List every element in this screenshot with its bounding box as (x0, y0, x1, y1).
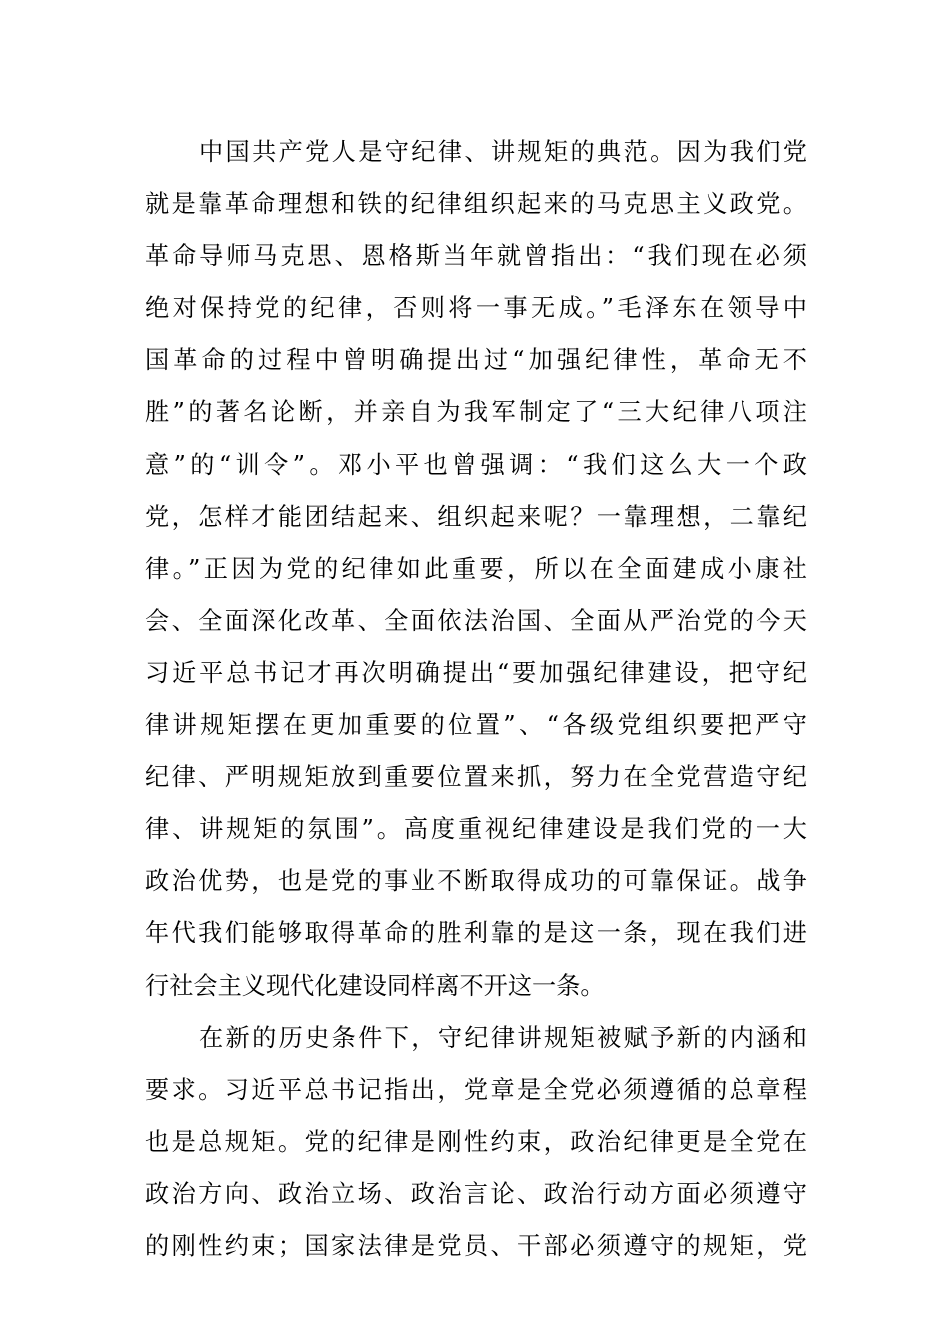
paragraph-1-line: 习近平总书记才再次明确提出“要加强纪律建设，把守纪 (145, 658, 807, 687)
paragraph-1-line: 国革命的过程中曾明确提出过“加强纪律性，革命无不 (145, 346, 807, 375)
paragraph-1-line: 胜”的著名论断，并亲自为我军制定了“三大纪律八项注 (145, 398, 807, 427)
paragraph-1-line: 就是靠革命理想和铁的纪律组织起来的马克思主义政党。 (145, 190, 807, 219)
paragraph-2-line: 的刚性约束；国家法律是党员、干部必须遵守的规矩，党 (145, 1231, 807, 1260)
paragraph-2-line: 政治方向、政治立场、政治言论、政治行动方面必须遵守 (145, 1179, 807, 1208)
paragraph-1-line: 中国共产党人是守纪律、讲规矩的典范。因为我们党 (199, 138, 807, 166)
paragraph-2-line: 在新的历史条件下，守纪律讲规矩被赋予新的内涵和 (199, 1023, 807, 1052)
paragraph-1-line: 革命导师马克思、恩格斯当年就曾指出：“我们现在必须 (145, 242, 807, 271)
paragraph-1-line: 绝对保持党的纪律，否则将一事无成。”毛泽东在领导中 (145, 294, 807, 323)
paragraph-1-line: 年代我们能够取得革命的胜利靠的是这一条，现在我们进 (145, 919, 807, 948)
paragraph-1-line: 会、全面深化改革、全面依法治国、全面从严治党的今天 (145, 606, 807, 635)
paragraph-1-line: 律讲规矩摆在更加重要的位置”、“各级党组织要把严守 (145, 711, 807, 740)
paragraph-1-line: 纪律、严明规矩放到重要位置来抓，努力在全党营造守纪 (145, 763, 807, 792)
body-text (145, 126, 807, 1272)
paragraph-2-line: 也是总规矩。党的纪律是刚性约束，政治纪律更是全党在 (145, 1127, 807, 1156)
paragraph-1-line: 行社会主义现代化建设同样离不开这一条。 (145, 971, 605, 1000)
paragraph-1-line: 律。”正因为党的纪律如此重要，所以在全面建成小康社 (145, 554, 807, 583)
paragraph-1-line: 政治优势，也是党的事业不断取得成功的可靠保证。战争 (145, 867, 807, 896)
paragraph-1-line: 律、讲规矩的氛围”。高度重视纪律建设是我们党的一大 (145, 815, 807, 844)
paragraph-1-line: 意”的“训令”。邓小平也曾强调：“我们这么大一个政 (145, 450, 807, 479)
paragraph-1-line: 党，怎样才能团结起来、组织起来呢？一靠理想，二靠纪 (145, 502, 807, 531)
paragraph-2-line: 要求。习近平总书记指出，党章是全党必须遵循的总章程 (145, 1075, 807, 1104)
